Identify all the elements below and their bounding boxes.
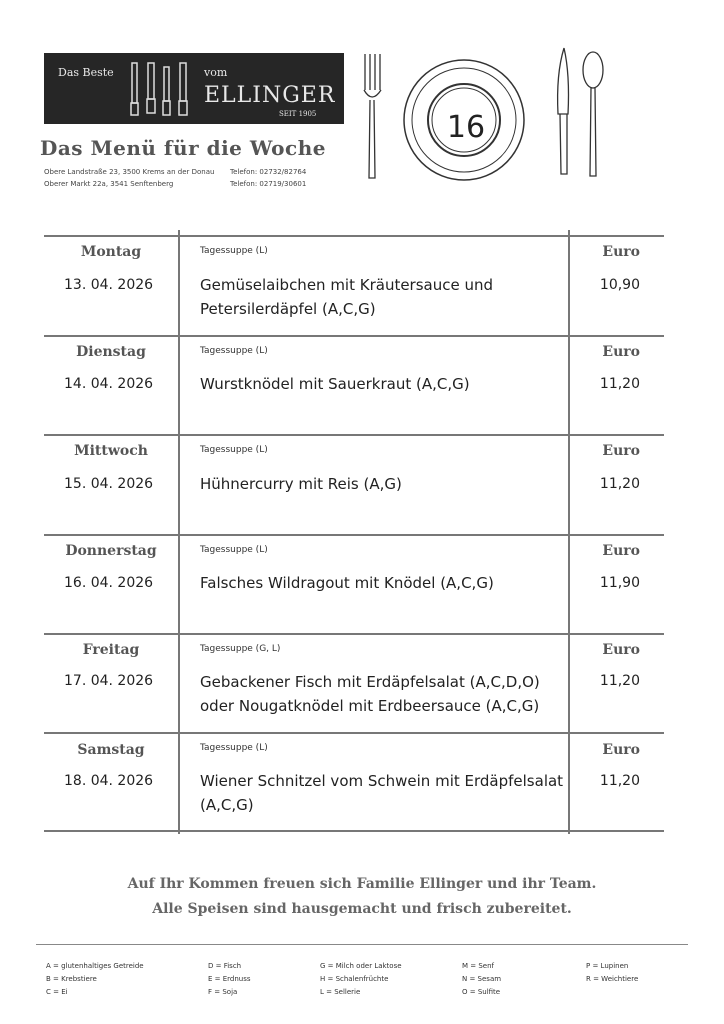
grid-divider bbox=[178, 230, 180, 834]
day-name: Dienstag bbox=[76, 344, 146, 360]
day-date: 17. 04. 2026 bbox=[64, 673, 154, 689]
price: 11,20 bbox=[599, 476, 640, 492]
allergen-g: G = Milch oder Laktose bbox=[320, 962, 402, 970]
soup-label: Tagessuppe (L) bbox=[200, 545, 268, 555]
logo bbox=[44, 53, 344, 124]
grid-line bbox=[44, 633, 664, 635]
day-name: Freitag bbox=[82, 642, 140, 658]
address-2: Oberer Markt 22a, 3541 Senftenberg bbox=[44, 180, 174, 188]
day-name: Mittwoch bbox=[74, 443, 148, 459]
week-number: 16 bbox=[446, 110, 486, 145]
soup-label: Tagessuppe (G, L) bbox=[200, 644, 281, 654]
day-name: Samstag bbox=[77, 742, 145, 758]
footer-line-1: Auf Ihr Kommen freuen sich Familie Ellinger und ihr Team. bbox=[127, 876, 597, 892]
allergen-h: H = Schalenfrüchte bbox=[320, 975, 389, 983]
grid-line bbox=[44, 732, 664, 734]
day-date: 13. 04. 2026 bbox=[64, 277, 154, 293]
spoon-icon bbox=[578, 48, 608, 183]
soup-label: Tagessuppe (L) bbox=[200, 445, 268, 455]
page-title: Das Menü für die Woche bbox=[40, 136, 326, 160]
price: 10,90 bbox=[599, 277, 640, 293]
allergen-o: O = Sulfite bbox=[462, 988, 501, 996]
knife-icon bbox=[552, 44, 576, 179]
logo-since: SEIT 1905 bbox=[279, 110, 317, 118]
day-date: 14. 04. 2026 bbox=[64, 376, 154, 392]
logo-brand: ELLINGER bbox=[204, 83, 336, 108]
soup-label: Tagessuppe (L) bbox=[200, 246, 268, 256]
phone-1: Telefon: 02732/82764 bbox=[230, 168, 307, 176]
day-date: 18. 04. 2026 bbox=[64, 773, 154, 789]
day-name: Montag bbox=[80, 244, 142, 260]
allergen-a: A = glutenhaltiges Getreide bbox=[46, 962, 144, 970]
allergen-p: P = Lupinen bbox=[586, 962, 629, 970]
price: 11,20 bbox=[599, 673, 640, 689]
soup-label: Tagessuppe (L) bbox=[200, 346, 268, 356]
allergen-d: D = Fisch bbox=[208, 962, 242, 970]
price: 11,20 bbox=[599, 376, 640, 392]
euro-label: Euro bbox=[602, 443, 640, 459]
logo-tagline-right: vom bbox=[204, 66, 228, 79]
grid-line bbox=[44, 830, 664, 832]
fork-icon bbox=[356, 50, 386, 185]
allergen-n: N = Sesam bbox=[462, 975, 502, 983]
menu-table bbox=[44, 230, 664, 834]
grid-line bbox=[44, 434, 664, 436]
logo-tagline-left: Das Beste bbox=[58, 66, 114, 79]
knives-icon bbox=[126, 57, 196, 119]
grid-line bbox=[44, 235, 664, 237]
price: 11,20 bbox=[599, 773, 640, 789]
allergen-l: L = Sellerie bbox=[320, 988, 361, 996]
euro-label: Euro bbox=[602, 244, 640, 260]
allergen-c: C = Ei bbox=[46, 988, 68, 996]
allergen-f: F = Soja bbox=[208, 988, 238, 996]
legend-divider bbox=[36, 944, 688, 945]
phone-2: Telefon: 02719/30601 bbox=[230, 180, 307, 188]
address-1: Obere Landstraße 23, 3500 Krems an der Donau bbox=[44, 168, 215, 176]
soup-label: Tagessuppe (L) bbox=[200, 743, 268, 753]
dish: Falsches Wildragout mit Knödel (A,C,G) bbox=[200, 574, 494, 592]
price: 11,90 bbox=[599, 575, 640, 591]
dish: Gemüselaibchen mit Kräutersauce und Petersilerdäpfel (A,C,G) bbox=[200, 276, 494, 318]
dish: Gebackener Fisch mit Erdäpfelsalat (A,C,D,O) oder Nougatknödel mit Erdbeersauce (A,C,G) bbox=[200, 673, 540, 715]
day-date: 15. 04. 2026 bbox=[64, 476, 154, 492]
allergen-e: E = Erdnuss bbox=[208, 975, 251, 983]
euro-label: Euro bbox=[602, 642, 640, 658]
euro-label: Euro bbox=[602, 742, 640, 758]
allergen-b: B = Krebstiere bbox=[46, 975, 97, 983]
day-name: Donnerstag bbox=[65, 543, 157, 559]
allergen-m: M = Senf bbox=[462, 962, 495, 970]
euro-label: Euro bbox=[602, 543, 640, 559]
euro-label: Euro bbox=[602, 344, 640, 360]
footer-line-2: Alle Speisen sind hausgemacht und frisch zubereitet. bbox=[152, 901, 572, 917]
grid-line bbox=[44, 534, 664, 536]
dish: Hühnercurry mit Reis (A,G) bbox=[200, 475, 402, 493]
dish: Wurstknödel mit Sauerkraut (A,C,G) bbox=[200, 375, 470, 393]
grid-line bbox=[44, 335, 664, 337]
allergen-r: R = Weichtiere bbox=[586, 975, 639, 983]
day-date: 16. 04. 2026 bbox=[64, 575, 154, 591]
dish: Wiener Schnitzel vom Schwein mit Erdäpfelsalat (A,C,G) bbox=[200, 772, 564, 814]
